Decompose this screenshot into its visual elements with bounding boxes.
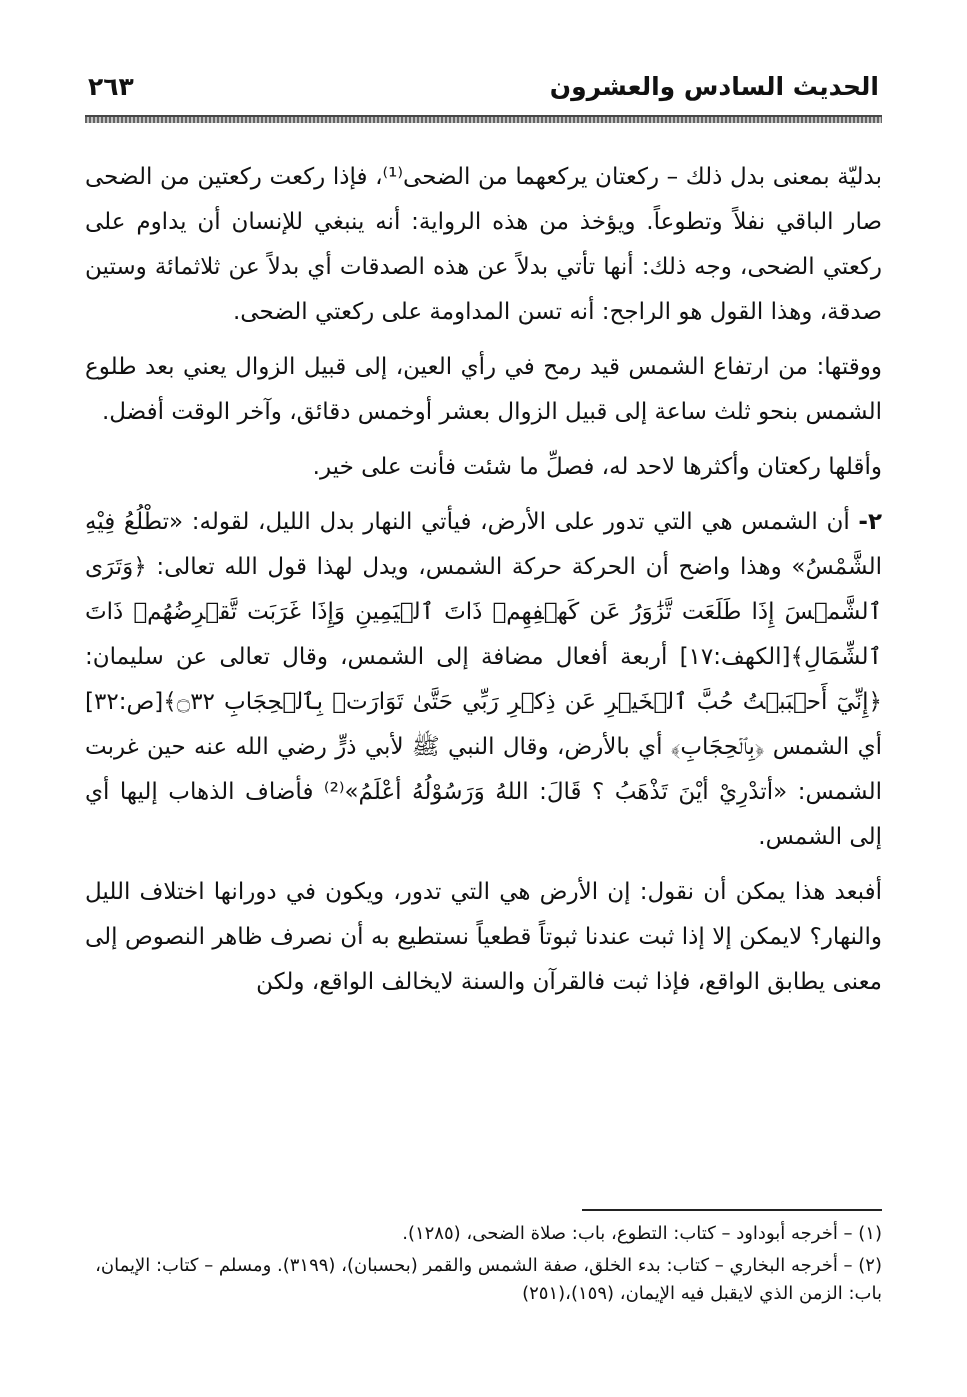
page-header xyxy=(88,70,879,108)
main-text xyxy=(85,155,882,1015)
footnote-2: (٢) – أخرجه البخاري – كتاب: بدء الخلق، صفة الشمس والقمر (بحسبان)، (٣١٩٩). ومسلم – كتاب: الإيمان، باب: الزمن الذي لايقبل فيه الإيمان، (١٥٩)،(٢٥١) xyxy=(95,1255,882,1304)
paragraph-3: وأقلها ركعتان وأكثرها لاحد له، فصلِّ ما شئت فأنت على خير. xyxy=(312,454,882,480)
paragraph-2: ووقتها: من ارتفاع الشمس قيد رمح في رأي العين، إلى قبيل الزوال يعني بعد طلوع الشمس بنحو ثلث ساعة إلى قبيل الزوال بعشر أوخمس دقائق، وآخر الوقت أفضل. xyxy=(85,354,882,425)
paragraph-1: بدليّة بمعنى بدل ذلك – ركعتان يركعهما من الضحى⁽¹⁾، فإذا ركعت ركعتين من الضحى صار الباقي نفلاً وتطوعاً. ويؤخذ من هذه الرواية: أنه ينبغي للإنسان أن يداوم على ركعتي الضحى، وجه ذلك: أنها تأتي بدلاً عن هذه الصدقات أي بدلاً عن ثلاثمائة وستين صدقة، وهذا القول هو الراجح: أنه تسن المداومة على ركعتي الضحى. xyxy=(85,164,882,325)
paragraph-4-text: أن الشمس هي التي تدور على الأرض، فيأتي النهار بدل الليل، لقوله: «تطْلُعُ فِيْهِ الشَّمْسُ» وهذا واضح أن الحركة حركة الشمس، ويدل لهذا قول الله تعالى: ﴿وَتَرَى ٱلشَّمۡسَ إِذَا طَلَعَت تَّزَٰوَرُ عَن كَهۡفِهِمۡ ذَاتَ ٱلۡيَمِينِ وَإِذَا غَرَبَت تَّقۡرِضُهُمۡ ذَاتَ ٱلشِّمَالِ﴾[الكهف:١٧] أربعة أفعال مضافة إلى الشمس، وقال تعالى عن سليمان: ﴿إِنِّيٓ أَحۡبَبۡتُ حُبَّ ٱلۡخَيۡرِ عَن ذِكۡرِ رَبِّي حَتَّىٰ تَوَارَتۡ بِٱلۡحِجَابِ ۝٣٢﴾[ص:٣٢] أي الشمس ﴿بِٱلۡحِجَابِ﴾ أي بالأرض، وقال النبي ﷺ لأبي ذرٍّ رضي الله عنه حين غربت الشمس: «أتدْرِيْ أيْنَ تَذْهَبُ ؟ قَالَ: اللهُ وَرَسُوْلُهُ أعْلَمُ»⁽²⁾ فأضاف الذهاب إليها أي إلى الشمس. xyxy=(85,509,882,850)
paragraph-4 xyxy=(85,500,882,860)
footnote-1: (١) – أخرجه أبوداود – كتاب: التطوع، باب: صلاة الضحى، (١٢٨٥). xyxy=(402,1223,882,1244)
footnote-rule xyxy=(582,1209,882,1211)
page-number: ٢٦٣ xyxy=(88,72,134,101)
running-title: الحديث السادس والعشرون xyxy=(549,72,879,101)
header-rule xyxy=(85,115,882,123)
list-number: ٢- xyxy=(858,509,882,535)
paragraph-5: أفبعد هذا يمكن أن نقول: إن الأرض هي التي تدور، ويكون في دورانها اختلاف الليل والنهار؟ لايمكن إلا إذا ثبت عندنا ثبوتاً قطعياً نستطيع به أن نصرف ظاهر النصوص إلى معنى يطابق الواقع، فإذا ثبت فالقرآن والسنة لايخالف الواقع، ولكن xyxy=(85,879,882,995)
footnotes xyxy=(85,1220,882,1312)
